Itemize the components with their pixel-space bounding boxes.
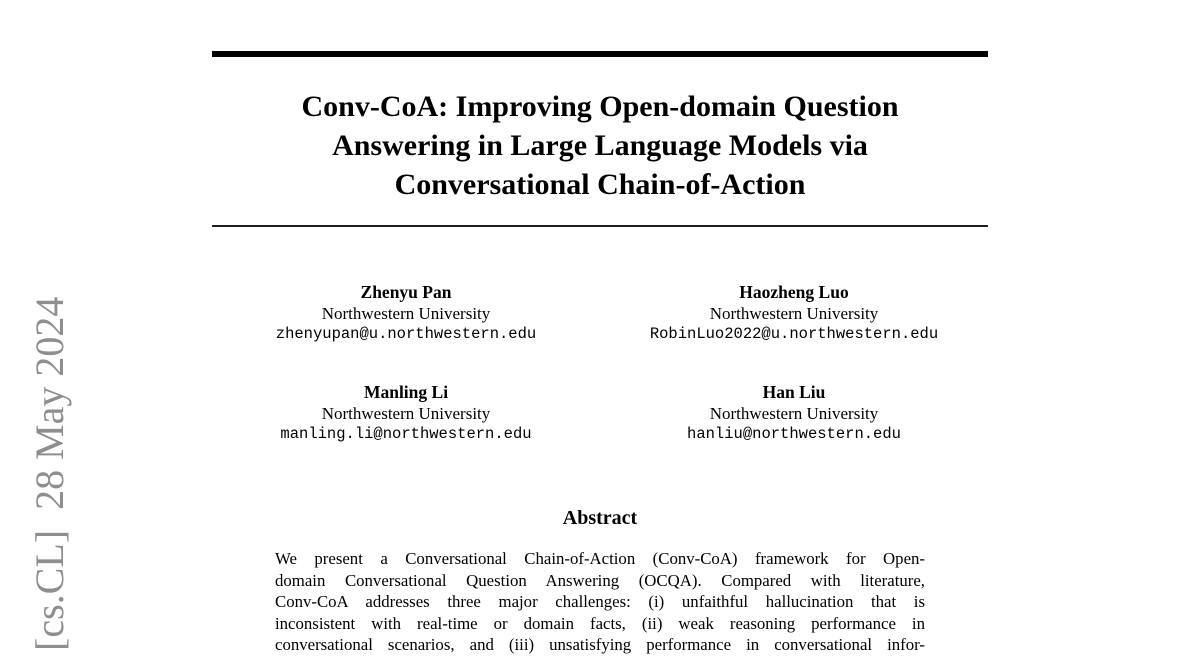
author-name: Zhenyu Pan bbox=[360, 282, 452, 302]
author-email: manling.li@northwestern.edu bbox=[280, 425, 532, 443]
author-name: Manling Li bbox=[363, 382, 449, 402]
abstract-section bbox=[212, 505, 988, 656]
abstract-line-2: domain Conversational Question Answering (OCQA). Compared with literature, bbox=[275, 570, 925, 590]
author-email: zhenyupan@u.northwestern.edu bbox=[275, 325, 537, 343]
abstract-line-3: Conv-CoA addresses three major challenges: (i) unfaithful hallucination that is bbox=[275, 592, 925, 611]
paper-title-line-2: Answering in Large Language Models via bbox=[332, 129, 868, 162]
author-card-manling-li bbox=[212, 382, 600, 445]
abstract-line-5: conversational scenarios, and (iii) unsatisfying performance in conversational infor- bbox=[275, 635, 925, 654]
abstract-heading: Abstract bbox=[562, 507, 638, 529]
author-card-han-liu bbox=[600, 382, 988, 445]
author-affiliation: Northwestern University bbox=[321, 404, 491, 423]
title-rule bbox=[212, 225, 988, 227]
author-email: hanliu@northwestern.edu bbox=[687, 425, 901, 443]
arxiv-category-date-stamp: [cs.CL] 28 May 2024 bbox=[27, 296, 72, 651]
author-block bbox=[212, 282, 988, 445]
author-affiliation: Northwestern University bbox=[321, 304, 491, 323]
author-card-zhenyu-pan bbox=[212, 282, 600, 345]
top-rule bbox=[212, 51, 988, 57]
paper-title-line-1: Conv-CoA: Improving Open-domain Question bbox=[301, 90, 899, 123]
paper-title bbox=[212, 87, 988, 204]
paper-title-line-3: Conversational Chain-of-Action bbox=[394, 168, 806, 201]
author-email: RobinLuo2022@u.northwestern.edu bbox=[649, 325, 939, 343]
abstract-line-1: We present a Conversational Chain-of-Action (Conv-CoA) framework for Open- bbox=[275, 549, 925, 568]
author-name: Haozheng Luo bbox=[739, 282, 849, 302]
author-affiliation: Northwestern University bbox=[709, 404, 879, 423]
author-name: Han Liu bbox=[762, 382, 826, 402]
paper-content bbox=[212, 0, 988, 656]
author-affiliation: Northwestern University bbox=[709, 304, 879, 323]
author-card-haozheng-luo bbox=[600, 282, 988, 345]
abstract-text bbox=[275, 548, 925, 656]
abstract-line-4: inconsistent with real-time or domain facts, (ii) weak reasoning performance in bbox=[275, 613, 925, 633]
